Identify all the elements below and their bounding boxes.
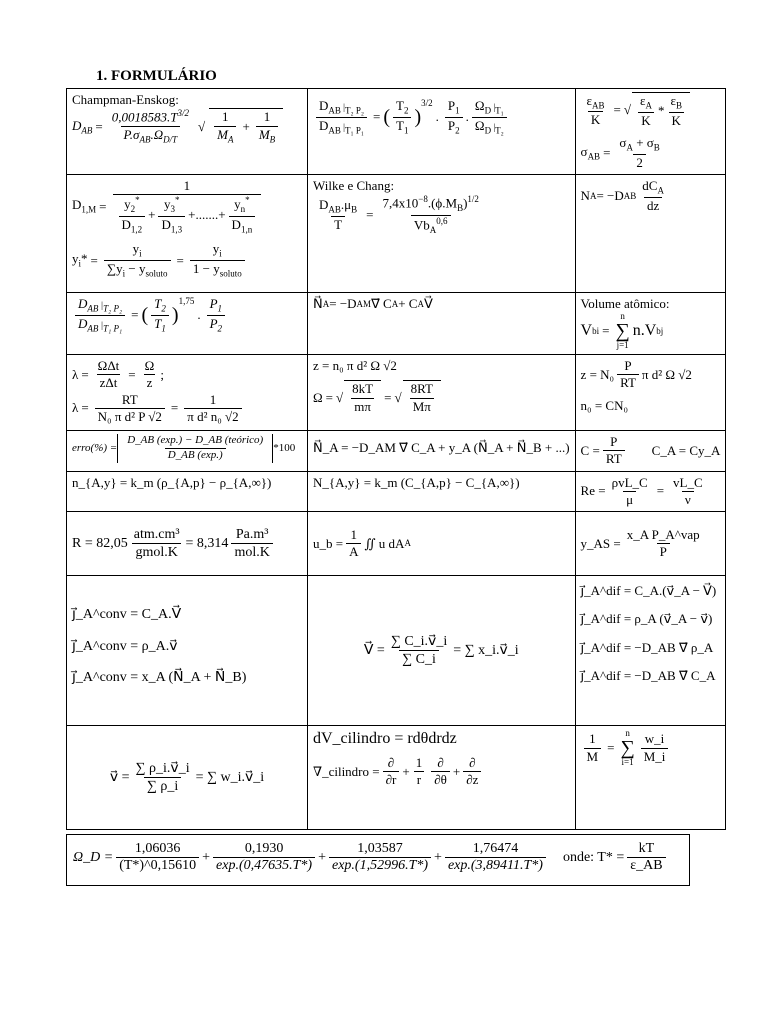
reynolds-equation: Re = $\frac{\text{ρvL\_C}}{\mu}$ = $\frac{vL\_C}{\nu}$ — [580, 474, 703, 507]
dif-flux-3: j⃗_A^dif = −D_AB ∇⃗ ρ_A — [580, 639, 714, 655]
cell-collision-frequency — [308, 355, 576, 431]
cell-mass-transfer-c — [308, 471, 576, 512]
cell-mass-transfer-rho — [67, 471, 308, 512]
cell-flux-bulk — [308, 431, 576, 472]
dif-flux-4: j⃗_A^dif = −D_AB ∇⃗ C_A — [580, 667, 716, 683]
wilke-chang-equation: $\frac{D_{AB}.\mu_B}{T}$ = $\frac{7,4x10^{-8}.(\phi.M_B)^{1/2}}{Vb_A^{0,6}}$ — [319, 194, 479, 235]
lambda-equation-2: λ = $\frac{RT}{\text{N₀ π d² P √2}}$ = $\frac{1}{\text{π d² n₀ √2}}$ — [72, 392, 302, 426]
bulk-velocity-equation: u_b = $\frac{1}{A}$ ∬ u dA A — [313, 526, 411, 560]
epsilon-equation: $\frac{\varepsilon_{AB}}{K}$ = √ $\frac{\varepsilon_A}{K}$ * $\frac{\varepsilon_B}{K}$ — [581, 92, 721, 129]
chapman-equation: $D_{AB}$ = $\frac{0,0018583.T^{3/2}}{P.\sigma_{AB}.\Omega_{D/T}}$ √ $\frac{1}{M_A}$ + $\frac{1}{M_B}$ — [72, 108, 302, 145]
molar-velocity-equation: V⃗ = $\frac{\sum C\_i.v⃗\_i}{\sum C\_i}$ = ∑ x_i.v⃗_i — [363, 633, 519, 668]
cell-collision-number — [575, 355, 726, 431]
section-heading: 1. FORMULÁRIO — [96, 68, 217, 84]
gas-constant-equation: R = 82,05 $\frac{\text{atm.cm³}}{\text{gmol.K}}$ = 8,314 $\frac{\text{Pa.m³}}{\text{mol.K}}$ — [72, 526, 302, 562]
mass-velocity-equation: v⃗ = $\frac{\sum \rho\_i.v⃗\_i}{\sum \rho\_i}$ = ∑ w_i.v⃗_i — [109, 760, 265, 795]
cell-bulk-velocity — [308, 512, 576, 576]
cell-lennard-jones — [575, 89, 726, 175]
cell-wilke-chang — [308, 175, 576, 293]
formula-table — [66, 88, 726, 830]
flux-bulk-equation: N⃗_A = −D_AM ∇⃗ C_A + y_A (N⃗_A + N⃗_B + ...) — [313, 440, 570, 456]
cell-reynolds — [575, 471, 726, 512]
chapman-caption: Champman-Enskog: — [72, 92, 179, 107]
surface-fraction-equation: y_AS = $\frac{\text{x\_A P\_A\textasciicircum{}vap}}{P}$ — [580, 526, 700, 560]
d1m-equation: $D_{1,M}$ = 1 $\frac{y_2^*}{D_{1,2}}$ + $\frac{y_3^*}{D_{1,3}}$ +.......+ $\frac{y_n^*}{D_{1,n}}$ — [72, 178, 302, 235]
cell-molar-average-velocity — [308, 576, 576, 726]
cell-mixture-diffusivity — [67, 175, 308, 293]
cell-mean-molar-mass — [575, 726, 726, 830]
concentration-equation: C = $\frac{P}{RT}$ C_A = Cy_A — [580, 434, 721, 467]
sigma-equation: $\sigma_{AB}$ = $\frac{\sigma_A + \sigma_B}{2}$ — [580, 135, 660, 170]
cell-chapman-enskog — [67, 89, 308, 175]
cell-gas-constant — [67, 512, 308, 576]
cell-convective-flux — [67, 576, 308, 726]
dif-flux-1: j⃗_A^dif = C_A.(v⃗_A − V⃗) — [580, 583, 717, 599]
mass-transfer-c-equation: N_{A,y} = k_m (C_{A,p} − C_{A,∞}) — [313, 474, 520, 490]
cell-concentration — [575, 431, 726, 472]
cylinder-volume-equation: dV_cilindro = rdθdrdz — [313, 730, 457, 748]
lambda-equation-1: λ = $\frac{\text{ΩΔt}}{\text{zΔt}}$ = $\frac{\Omega}{z}$ ; — [72, 358, 164, 391]
cell-surface-fraction — [575, 512, 726, 576]
cell-diffusive-flux — [575, 576, 726, 726]
atomic-volume-equation: V bi = n ∑ j=1 n.V bj — [580, 311, 664, 351]
atomic-volume-caption: Volume atômico: — [580, 296, 670, 312]
yi-star-equation: $y_i*$ = $\frac{y_i}{\sum y_i - y_{soluto}}$ = $\frac{y_i}{1 - y_{soluto}}$ — [72, 241, 302, 280]
diffusivity-correction-equation: $\frac{D_{AB} |_{T_2 P_2}}{D_{AB} |_{T_1 P_1}}$ = ( $\frac{T_2}{T_1}$ ) $^{1,75}$ . $\frac{P_1}{P_2}$ — [72, 296, 302, 335]
omega-velocity-equation: Ω = √ $\frac{8kT}{m\pi}$ = √ $\frac{8RT}{M\pi}$ — [313, 380, 570, 415]
cylinder-gradient-equation: ∇_cilindro = $\frac{\partial}{\partial r}$ + $\frac{1}{r}$ $\frac{\partial}{\partial\theta}$ + $\frac{\partial}{\partial z}$ — [313, 755, 570, 789]
conv-flux-1: j⃗_A^conv = C_A.V⃗ — [72, 607, 182, 623]
cell-mass-average-velocity — [67, 726, 308, 830]
cell-diffusivity-correction — [67, 293, 308, 355]
n0-equation: n₀ = CN₀ — [580, 397, 629, 413]
flux-vector-equation: N⃗ A = −D AM ∇⃗ C A + C A V⃗ — [313, 296, 433, 312]
error-equation: erro(%) = $\frac{\text{D\_AB (exp.) − D\_AB (teórico)}}{D\_AB (\exp.)}$ *100 — [72, 434, 296, 461]
diffusivity-ratio-equation: $\frac{D_{AB} |_{T_2 P_2}}{D_{AB} |_{T_1 P_1}}$ = ( $\frac{T_2}{T_1}$ ) $^{3/2}$ . $\frac{P_1}{P_2}$ . $\frac{\Omega_D |_{T_1}}{\Omega_D |_{T_2}}$ — [313, 98, 570, 137]
cell-error — [67, 431, 308, 472]
mass-transfer-rho-equation: n_{A,y} = k_m (ρ_{A,p} − ρ_{A,∞}) — [72, 474, 272, 490]
dif-flux-2: j⃗_A^dif = ρ_A (v⃗_A − v⃗) — [580, 611, 713, 627]
cell-atomic-volume — [575, 293, 726, 355]
cell-collision-integral — [66, 834, 690, 886]
cell-mean-free-path — [67, 355, 308, 431]
cell-fick-law — [575, 175, 726, 293]
z-equation: z = N₀ $\frac{P}{RT}$ π d² Ω √2 — [580, 358, 692, 391]
wilke-chang-caption: Wilke e Chang: — [313, 178, 395, 194]
cell-diffusivity-temperature — [308, 89, 576, 175]
collision-equation: z = n₀ π d² Ω √2 — [313, 358, 397, 374]
conv-flux-3: j⃗_A^conv = x_A (N⃗_A + N⃗_B) — [72, 670, 247, 686]
collision-integral-equation: Ω_D = $\frac{1,06036}{(T*)\^{}0,15610}$ + $\frac{0,1930}{\exp.(0,47635.T*)}$ + $\frac{1,03587}{\exp.(1,52996.T*)}$ + $\frac{1,76474}{\exp.(3,89411.T*)}$ onde: T* = $\frac{kT}{\varepsilon\_AB}$ — [67, 835, 689, 880]
cell-flux-equation — [308, 293, 576, 355]
conv-flux-2: j⃗_A^conv = ρ_A.v⃗ — [72, 638, 178, 654]
mean-molar-mass-equation: $\frac{1}{M}$ = n ∑ i=1 $\frac{w\_i}{M\_i}$ — [581, 729, 721, 767]
fick-equation: N A = −D AB $\frac{dC_A}{dz}$ — [580, 178, 664, 214]
cell-cylindrical — [308, 726, 576, 830]
